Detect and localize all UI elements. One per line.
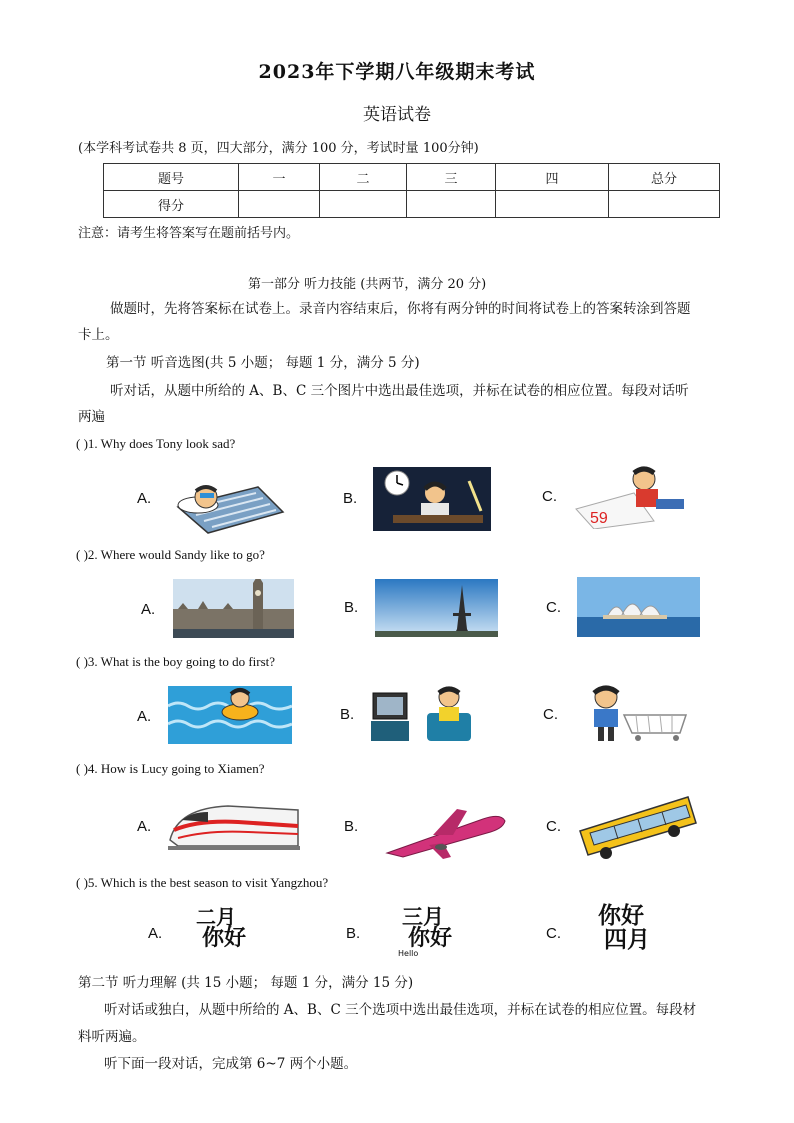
section2-heading: 第二节 听力理解 (共 15 小题； 每题 1 分，满分 15 分) <box>78 975 414 991</box>
score-input-cell[interactable] <box>496 191 609 218</box>
section2-instr-line1: 听对话或独白，从题中所给的 A、B、C 三个选项中选出最佳选项，并标在试卷的相应位置。每段材 <box>104 1002 697 1018</box>
question-2: ( )2. Where would Sandy like to go? <box>76 547 265 562</box>
svg-text:59: 59 <box>590 510 608 527</box>
score-input-cell[interactable] <box>320 191 407 218</box>
option-b-label: B. <box>343 490 358 507</box>
part1-intro-line2: 卡上。 <box>78 327 119 343</box>
bus-image <box>576 793 698 859</box>
option-b-label: B. <box>344 818 359 835</box>
section1-instr-line2: 两遍 <box>78 409 105 425</box>
london-big-ben-image <box>173 579 294 638</box>
option-a-label: A. <box>137 490 152 507</box>
shopping-cart-boy-image <box>580 683 692 743</box>
sydney-opera-house-image <box>577 577 700 637</box>
exam-subtitle: 英语试卷 <box>363 105 431 125</box>
section2-sub-instruction: 听下面一段对话，完成第 6~7 两个小题。 <box>104 1056 358 1072</box>
table-row <box>104 164 720 191</box>
section1-instr-line1: 听对话，从题中所给的 A、B、C 三个图片中选出最佳选项，并标在试卷的相应位置。每段对话听 <box>110 383 689 399</box>
option-a-label: A. <box>137 708 152 725</box>
paris-eiffel-tower-image <box>375 579 498 637</box>
late-night-study-image <box>373 467 491 531</box>
section1-heading: 第一节 听音选图(共 5 小题； 每题 1 分，满分 5 分) <box>106 355 420 371</box>
table-cell: 总分 <box>609 164 720 191</box>
option-c-label: C. <box>546 818 561 835</box>
high-speed-train-image <box>168 800 300 854</box>
table-row <box>104 191 720 218</box>
option-c-label: C. <box>546 599 561 616</box>
table-cell: 二 <box>320 164 407 191</box>
option-c-label: C. <box>542 488 557 505</box>
march-hello-image: 三月 你好 Hello <box>398 905 453 958</box>
table-cell: 题号 <box>104 164 239 191</box>
exam-instructions: (本学科考试卷共 8 页，四大部分，满分 100 分，考试时量 100分钟) <box>78 141 479 156</box>
sleeping-in-bed-image <box>168 467 286 535</box>
question-5: ( )5. Which is the best season to visit Yangzhou? <box>76 875 329 890</box>
table-cell: 得分 <box>104 191 239 218</box>
option-c-label: C. <box>543 706 558 723</box>
question-4: ( )4. How is Lucy going to Xiamen? <box>76 761 265 776</box>
section2-instr-line2: 料听两遍。 <box>78 1029 146 1045</box>
option-c-label: C. <box>546 925 561 942</box>
exam-title: 2023年下学期八年级期末考试 <box>258 61 536 83</box>
april-hello-image: 你好 四月 <box>598 903 650 953</box>
swimming-boy-image <box>168 686 292 744</box>
option-b-label: B. <box>346 925 361 942</box>
option-a-label: A. <box>148 925 163 942</box>
option-b-label: B. <box>344 599 359 616</box>
february-hello-image: 二月 你好 <box>196 905 247 951</box>
test-paper-59-image <box>574 463 698 529</box>
part1-heading: 第一部分 听力技能 (共两节，满分 20 分) <box>248 277 487 292</box>
option-b-label: B. <box>340 706 355 723</box>
question-3: ( )3. What is the boy going to do first? <box>76 654 276 669</box>
watching-tv-image <box>369 683 477 743</box>
option-a-label: A. <box>141 601 156 618</box>
option-a-label: A. <box>137 818 152 835</box>
question-1: ( )1. Why does Tony look sad? <box>76 436 236 451</box>
airplane-image <box>383 801 509 859</box>
part1-intro-line1: 做题时，先将答案标在试卷上。录音内容结束后，你将有两分钟的时间将试卷上的答案转涂到答题 <box>110 301 691 317</box>
notice: 注意：请考生将答案写在题前括号内。 <box>78 226 300 241</box>
score-table <box>103 163 720 218</box>
table-cell: 三 <box>407 164 496 191</box>
table-cell: 一 <box>239 164 320 191</box>
score-input-cell[interactable] <box>407 191 496 218</box>
table-cell: 四 <box>496 164 609 191</box>
score-input-cell[interactable] <box>239 191 320 218</box>
score-input-cell[interactable] <box>609 191 720 218</box>
